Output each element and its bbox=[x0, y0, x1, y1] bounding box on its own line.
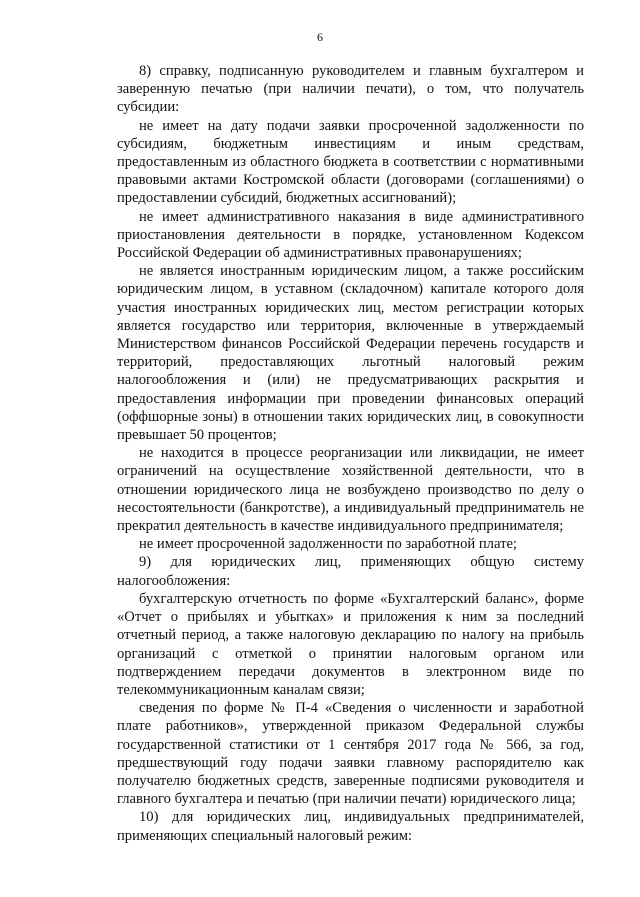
paragraph-item-9: 9) для юридических лиц, применяющих общую систему налогообложения: bbox=[117, 554, 584, 589]
paragraph-no-wage-debt: не имеет просроченной задолженности по заработной плате; bbox=[139, 536, 517, 553]
page-number: 6 bbox=[317, 30, 323, 44]
paragraph-item-8: 8) справку, подписанную руководителем и главным бухгалтером и заверенную печатью (при наличии печати), о том, что получатель субсидии: bbox=[117, 63, 584, 116]
document-body bbox=[117, 62, 584, 845]
paragraph-no-administrative-penalty: не имеет административного наказания в виде административного приостановления деятельности в порядке, установленном Кодексом Российской Федерации об административных правонарушениях; bbox=[117, 208, 584, 262]
paragraph-item-10: 10) для юридических лиц, индивидуальных предпринимателей, применяющих специальный налоговый режим: bbox=[117, 809, 584, 844]
paragraph-accounting-reports: бухгалтерскую отчетность по форме «Бухгалтерский баланс», форме «Отчет о прибылях и убытках» и приложения к ним за последний отчетный период, а также налоговую декларацию по налогу на прибыль организаций с отметкой о принятии налоговым органом или подтверждением передачи документов в электронном виде по телекоммуникационным каналам связи; bbox=[117, 590, 584, 698]
paragraph-form-p4: сведения по форме № П-4 «Сведения о численности и заработной плате работников», утвержденной приказом Федеральной службы государственной статистики от 1 сентября 2017 года № 566, за год, предшествующий году подачи заявки главному распорядителю как получателю бюджетных средств, заверенные подписями руководителя и главного бухгалтера и печатью (при наличии печати) юридического лица; bbox=[117, 700, 584, 808]
paragraph-no-overdue-debt: не имеет на дату подачи заявки просроченной задолженности по субсидиям, бюджетным инвестициям и иным средствам, предоставленным из областного бюджета в соответствии с нормативными правовыми актами Костромской области (договорами (соглашениями) о предоставлении субсидий, бюджетных ассигнований); bbox=[117, 117, 584, 207]
paragraph-not-foreign-entity: не является иностранным юридическим лицом, а также российским юридическим лицом, в уставном (складочном) капитале которого доля участия иностранных юридических лиц, местом регистрации которых является государство или территория, включенные в утверждаемый Министерством финансов Российской Федерации перечень государств и территорий, предоставляющих льготный налоговый режим налогообложения и (или) не предусматривающих раскрытия и предоставления информации при проведении финансовых операций (оффшорные зоны) в отношении таких юридических лиц, в совокупности превышает 50 процентов; bbox=[117, 263, 584, 444]
paragraph-no-reorganization: не находится в процессе реорганизации или ликвидации, не имеет ограничений на осуществление хозяйственной деятельности, что в отношении юридического лица не возбуждено производство по делу о несостоятельности (банкротстве), а индивидуальный предприниматель не прекратил деятельность в качестве индивидуального предпринимателя; bbox=[117, 445, 584, 535]
